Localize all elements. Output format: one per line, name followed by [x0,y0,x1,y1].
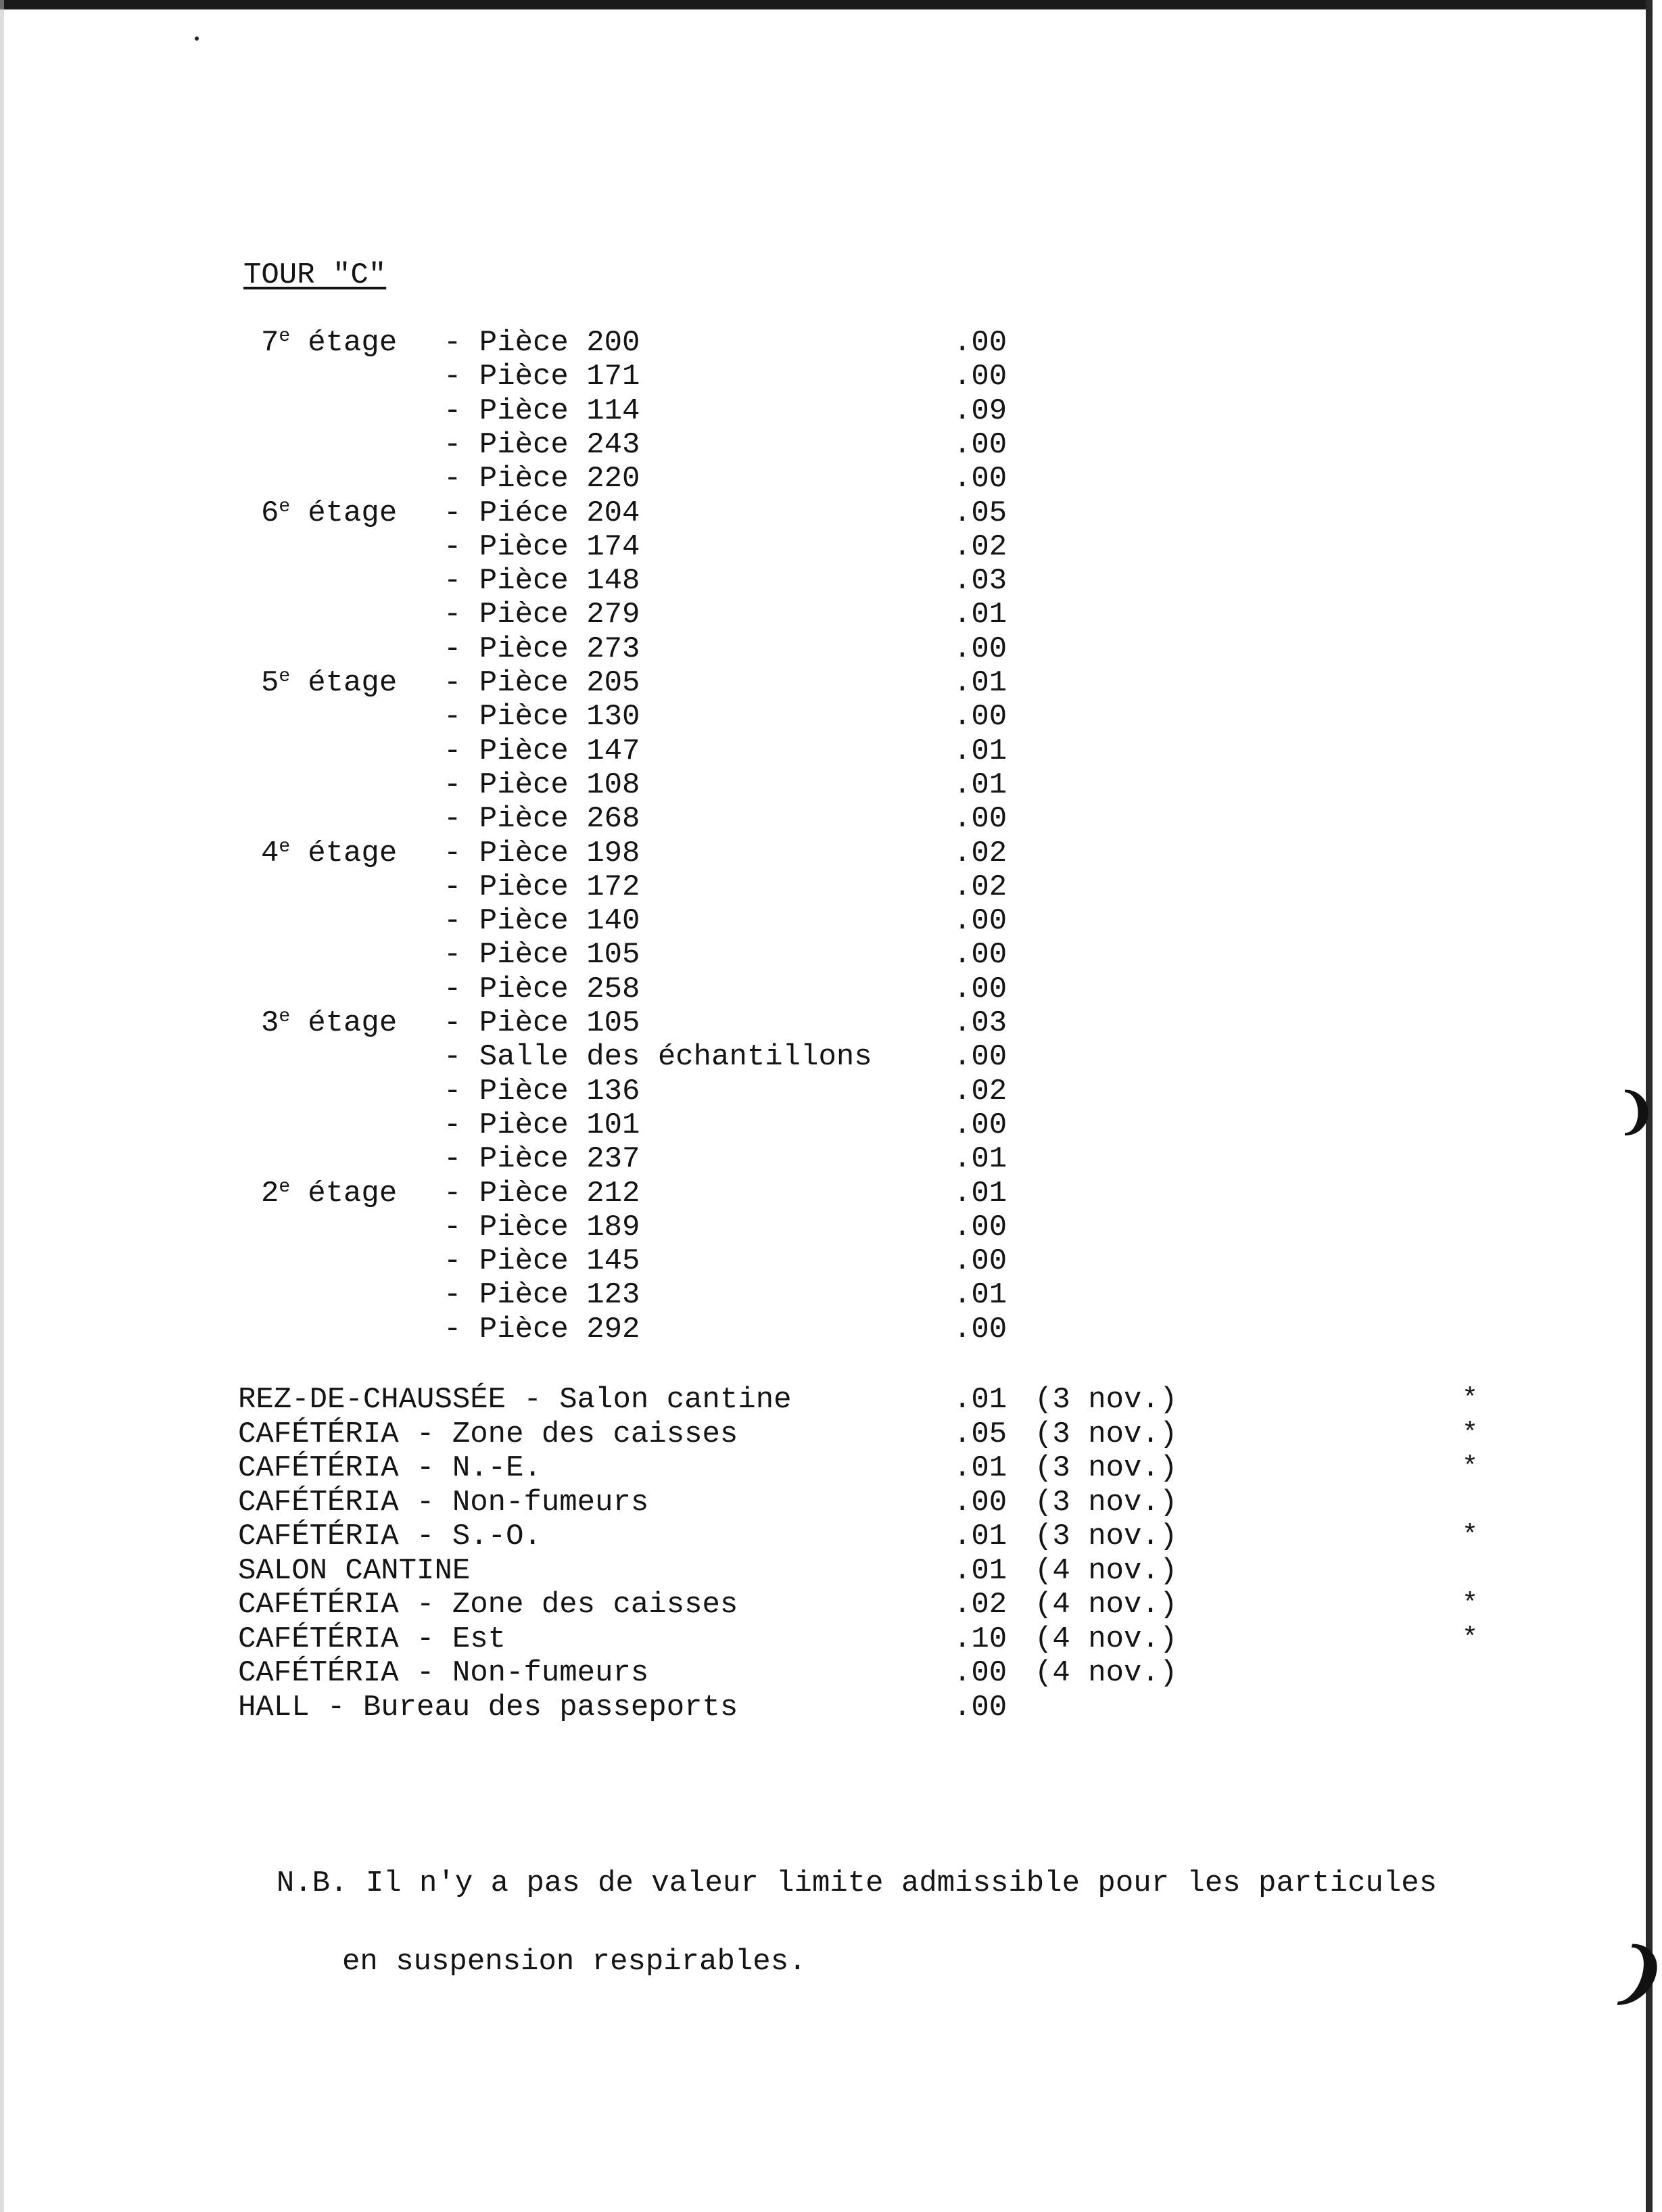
measurement-value: .01 [953,1177,1007,1210]
table-row [0,1040,1623,1074]
floor-number: 4 [261,837,279,870]
measurement-value: .00 [953,1040,1007,1074]
floor-word: étage [308,837,398,870]
room-label: - Pièce 189 [444,1210,640,1244]
table-row [0,1177,1623,1210]
room-label: - Pièce 243 [444,428,640,462]
room-label: - Pièce 105 [444,938,640,972]
location-label: CAFÉTÉRIA - N.-E. [238,1451,542,1485]
measurement-value: .00 [953,462,1007,496]
table-row [0,1006,1623,1040]
table-row [0,1691,1623,1724]
measurement-value: .01 [953,1554,1007,1588]
measurement-value: .05 [953,496,1007,530]
room-label: - Pièce 258 [444,972,640,1006]
table-row [0,837,1623,870]
table-row [0,1210,1623,1244]
floor-word: étage [308,666,398,700]
room-label: - Pièce 200 [444,326,640,360]
measurement-value: .01 [953,1520,1007,1553]
location-label: CAFÉTÉRIA - Non-fumeurs [238,1486,649,1520]
room-label: - Pièce 145 [444,1244,640,1278]
scan-speck [195,37,199,41]
location-label: CAFÉTÉRIA - Est [238,1622,506,1656]
table-row [0,496,1623,530]
table-row [0,802,1623,836]
room-label: - Pièce 198 [444,837,640,870]
table-row [0,1417,1623,1451]
measurement-value: .01 [953,1383,1007,1417]
room-label: - Pièce 148 [444,564,640,598]
measurement-value: .00 [953,700,1007,734]
measurement-value: .00 [953,938,1007,972]
measurement-value: .00 [953,1108,1007,1142]
room-label: - Pièce 273 [444,632,640,666]
location-label: HALL - Bureau des passeports [238,1691,738,1724]
table-row [0,598,1623,632]
floor-label [261,1177,397,1210]
floor-word: étage [308,496,398,530]
table-row [0,700,1623,734]
sample-date: (3 nov.) [1035,1451,1178,1485]
table-row [0,1588,1623,1622]
room-label: - Pièce 172 [444,870,640,904]
room-label: - Pièce 174 [444,530,640,564]
measurement-value: .02 [953,1588,1007,1622]
table-row [0,1451,1623,1485]
sample-date: (3 nov.) [1035,1486,1178,1520]
table-row [0,1244,1623,1278]
room-label: - Pièce 220 [444,462,640,496]
floor-superscript: e [279,1177,291,1198]
floor-label [261,326,397,360]
measurement-value: .01 [953,1451,1007,1485]
room-label: - Pièce 101 [444,1108,640,1142]
room-label: - Pièce 268 [444,802,640,836]
table-row [0,1313,1623,1346]
location-label: CAFÉTÉRIA - Zone des caisses [238,1417,738,1451]
table-row [0,1622,1623,1656]
measurement-value: .00 [953,360,1007,394]
room-label: - Pièce 130 [444,700,640,734]
room-label: - Pièce 108 [444,768,640,802]
sample-date: (3 nov.) [1035,1383,1178,1417]
sample-date: (4 nov.) [1035,1656,1178,1690]
measurement-value: .00 [953,428,1007,462]
table-row [0,1075,1623,1108]
table-row [0,360,1623,394]
measurement-value: .02 [953,870,1007,904]
table-row [0,734,1623,768]
binding-hole-mark: ❩ [1608,1934,1662,2010]
room-label: - Pièce 237 [444,1142,640,1176]
measurement-value: .00 [953,632,1007,666]
table-row [0,768,1623,802]
floor-word: étage [308,1177,398,1210]
table-row [0,1108,1623,1142]
floor-superscript: e [279,326,291,347]
floor-label [261,837,397,870]
table-row [0,564,1623,598]
page-top-edge [0,0,1653,9]
table-row [0,972,1623,1006]
floor-label [261,666,397,700]
table-row [0,1656,1623,1690]
sample-date: (3 nov.) [1035,1520,1178,1553]
room-label: - Pièce 105 [444,1006,640,1040]
table-row [0,1520,1623,1553]
floor-number: 3 [261,1006,279,1040]
table-row [0,632,1623,666]
measurement-value: .05 [953,1417,1007,1451]
floor-superscript: e [279,496,291,517]
room-label: - Pièce 140 [444,904,640,938]
sample-date: (4 nov.) [1035,1588,1178,1622]
measurement-value: .01 [953,768,1007,802]
asterisk-flag: * [1462,1419,1479,1449]
measurement-value: .02 [953,837,1007,870]
table-row [0,1278,1623,1312]
footnote [241,1825,1437,2021]
measurement-value: .00 [953,1486,1007,1520]
table-row [0,666,1623,700]
measurement-value: .10 [953,1622,1007,1656]
room-label: - Pièce 171 [444,360,640,394]
binding-hole-mark: ❩ [1616,1082,1657,1139]
measurement-value: .00 [953,1691,1007,1724]
measurement-value: .02 [953,530,1007,564]
location-label: CAFÉTÉRIA - Non-fumeurs [238,1656,649,1690]
asterisk-flag: * [1462,1453,1479,1483]
footnote-line-2: en suspension respirables. [342,1945,807,1979]
room-label: - Pièce 279 [444,598,640,632]
floor-label [261,496,397,530]
floor-superscript: e [279,666,291,687]
measurement-value: .00 [953,1210,1007,1244]
floor-word: étage [308,1006,398,1040]
floor-number: 5 [261,666,279,700]
asterisk-flag: * [1462,1624,1479,1654]
location-label: REZ-DE-CHAUSSÉE - Salon cantine [238,1383,792,1417]
asterisk-flag: * [1462,1384,1479,1415]
room-label: - Salle des échantillons [444,1040,872,1074]
room-label: - Piéce 204 [444,496,640,530]
table-row [0,1142,1623,1176]
sample-date: (4 nov.) [1035,1554,1178,1588]
floor-number: 6 [261,496,279,530]
measurement-value: .01 [953,1278,1007,1312]
measurement-value: .00 [953,1313,1007,1346]
sample-date: (4 nov.) [1035,1622,1178,1656]
room-label: - Pièce 136 [444,1075,640,1108]
measurement-value: .00 [953,972,1007,1006]
floor-superscript: e [279,837,291,857]
table-row [0,1554,1623,1588]
footnote-line-1: N.B. Il n'y a pas de valeur limite admissible pour les particules [276,1866,1438,1900]
measurement-value: .03 [953,1006,1007,1040]
measurement-value: .09 [953,394,1007,428]
table-row [0,1486,1623,1520]
measurement-value: .00 [953,1244,1007,1278]
location-label: CAFÉTÉRIA - S.-O. [238,1520,542,1553]
floor-word: étage [308,326,398,360]
measurement-value: .01 [953,734,1007,768]
asterisk-flag: * [1462,1589,1479,1620]
room-label: - Pièce 292 [444,1313,640,1346]
measurement-value: .00 [953,1656,1007,1690]
measurement-value: .02 [953,1075,1007,1108]
room-label: - Pièce 212 [444,1177,640,1210]
room-label: - Pièce 123 [444,1278,640,1312]
floor-number: 7 [261,326,279,360]
location-label: CAFÉTÉRIA - Zone des caisses [238,1588,738,1622]
table-row [0,530,1623,564]
location-label: SALON CANTINE [238,1554,471,1588]
measurement-value: .01 [953,1142,1007,1176]
floor-number: 2 [261,1177,279,1210]
table-row [0,462,1623,496]
floor-superscript: e [279,1006,291,1027]
measurement-value: .01 [953,666,1007,700]
table-row [0,326,1623,360]
section-title: TOUR "C" [243,258,387,292]
sample-date: (3 nov.) [1035,1417,1178,1451]
table-row [0,394,1623,428]
measurement-value: .00 [953,802,1007,836]
room-label: - Pièce 147 [444,734,640,768]
room-label: - Pièce 205 [444,666,640,700]
floor-label [261,1006,397,1040]
table-row [0,904,1623,938]
asterisk-flag: * [1462,1521,1479,1551]
measurement-value: .03 [953,564,1007,598]
table-row [0,428,1623,462]
measurement-value: .00 [953,326,1007,360]
measurement-value: .01 [953,598,1007,632]
table-row [0,1383,1623,1417]
table-row [0,870,1623,904]
measurement-value: .00 [953,904,1007,938]
room-label: - Pièce 114 [444,394,640,428]
table-row [0,938,1623,972]
